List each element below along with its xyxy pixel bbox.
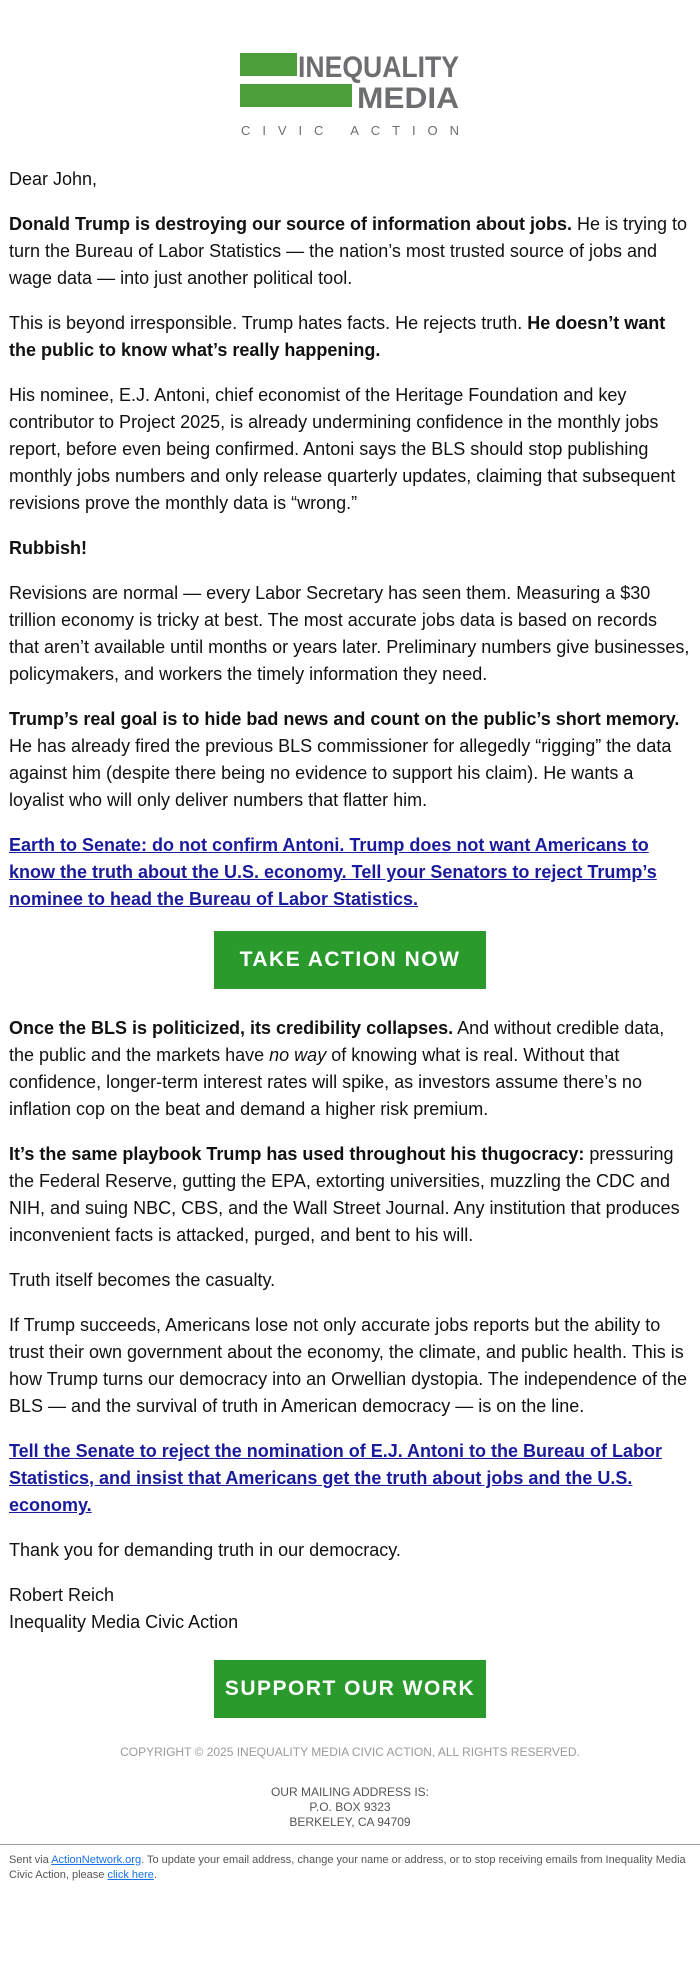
- paragraph-4: [9, 535, 691, 562]
- footer-address-line-1: P.O. BOX 9323: [309, 1800, 391, 1814]
- paragraph-10: If Trump succeeds, Americans lose not only accurate jobs reports but the ability to trust their own government about the economy, the climate, and public health. This is how Trump turns our democracy into an Orwellian dystopia. The independence of the BLS — and the survival of truth in American democracy — is on the line.: [9, 1315, 688, 1416]
- action-link-reject-nominee[interactable]: Earth to Senate: do not confirm Antoni. Trump does not want Americans to know the truth about the U.S. economy. Tell your Senators to reject Trump’s nominee to head the Bureau of Labor Statistics.: [9, 835, 657, 909]
- paragraph-6-bold: Trump’s real goal is to hide bad news and count on the public’s short memory.: [9, 709, 680, 729]
- footer-copyright: COPYRIGHT © 2025 INEQUALITY MEDIA CIVIC ACTION, ALL RIGHTS RESERVED.: [120, 1745, 580, 1759]
- inequality-media-logo: [240, 48, 460, 144]
- paragraph-8-bold: It’s the same playbook Trump has used throughout his thugocracy:: [9, 1144, 585, 1164]
- signature: [9, 1582, 691, 1636]
- support-our-work-button[interactable]: SUPPORT OUR WORK: [214, 1660, 486, 1718]
- cta-row-1: [9, 931, 691, 989]
- footer-address: [9, 1785, 691, 1830]
- actionnetwork-link[interactable]: ActionNetwork.org: [51, 1854, 142, 1866]
- paragraph-7-italic: no way: [269, 1045, 327, 1065]
- paragraph-3: His nominee, E.J. Antoni, chief economist of the Heritage Foundation and key contributor to Project 2025, is already undermining confidence in the monthly jobs report, before even being confirmed. Antoni says the BLS should stop publishing monthly jobs numbers and only release quarterly updates, claiming that subsequent revisions prove the monthly data is “wrong.”: [9, 385, 676, 513]
- logo-bar-bottom: [240, 84, 352, 107]
- action-link-paragraph-2: [9, 1438, 691, 1519]
- click-here-link[interactable]: click here: [107, 1869, 154, 1881]
- greeting: Dear John,: [9, 169, 98, 189]
- paragraph-1-bold: Donald Trump is destroying our source of information about jobs.: [9, 214, 573, 234]
- sent-via-notice: [0, 1845, 700, 1883]
- paragraph-7-text-a: And without credible data, the public and the markets have: [9, 1018, 665, 1065]
- paragraph-5: Revisions are normal — every Labor Secretary has seen them. Measuring a $30 trillion economy is tricky at best. The most accurate jobs data is based on records that aren’t available until months or years later. Preliminary numbers give businesses, policymakers, and workers the timely information they need.: [9, 583, 690, 684]
- footer-address-label: OUR MAILING ADDRESS IS:: [270, 1785, 430, 1799]
- paragraph-9: Truth itself becomes the casualty.: [9, 1270, 276, 1290]
- sent-via-suffix: .: [153, 1869, 157, 1881]
- paragraph-7-text-b: of knowing what is real. Without that confidence, longer-term interest rates will spike, as investors assume there’s no inflation cop on the beat and demand a higher risk premium.: [9, 1045, 642, 1119]
- paragraph-4-bold: Rubbish!: [9, 538, 87, 558]
- footer-address-line-2: BERKELEY, CA 94709: [289, 1815, 411, 1829]
- cta-row-2: [9, 1660, 691, 1718]
- signature-name: Robert Reich: [9, 1585, 115, 1605]
- logo-text-media: MEDIA: [357, 82, 459, 115]
- take-action-button[interactable]: TAKE ACTION NOW: [214, 931, 486, 989]
- sent-via-middle: . To update your email address, change your name or address, or to stop receiving emails from Inequality Media Civic Action, please: [9, 1854, 686, 1881]
- closing-thanks: Thank you for demanding truth in our democracy.: [9, 1540, 401, 1560]
- logo-text-civic-action: CIVIC ACTION: [241, 123, 459, 138]
- paragraph-1: [9, 211, 691, 292]
- sent-via-prefix: Sent via: [9, 1854, 52, 1866]
- paragraph-7: [9, 1015, 691, 1123]
- email-body: [0, 48, 700, 1830]
- paragraph-1-text: He is trying to turn the Bureau of Labor Statistics — the nation’s most trusted source of jobs and wage data — into just another political tool.: [9, 214, 688, 288]
- paragraph-2: [9, 310, 691, 364]
- paragraph-6-text: He has already fired the previous BLS commissioner for allegedly “rigging” the data against him (despite there being no evidence to support his claim). He wants a loyalist who will only deliver numbers that flatter him.: [9, 736, 672, 810]
- action-link-tell-senate[interactable]: Tell the Senate to reject the nomination of E.J. Antoni to the Bureau of Labor Statistics, and insist that Americans get the truth about jobs and the U.S. economy.: [9, 1441, 663, 1515]
- paragraph-6: [9, 706, 691, 814]
- logo-text-inequality: INEQUALITY: [298, 51, 459, 84]
- paragraph-2-text: This is beyond irresponsible. Trump hates facts. He rejects truth.: [9, 313, 528, 333]
- signature-org: Inequality Media Civic Action: [9, 1612, 239, 1632]
- logo-bar-top: [240, 53, 297, 76]
- paragraph-8-text: pressuring the Federal Reserve, gutting the EPA, extorting universities, muzzling the CDC and NIH, and suing NBC, CBS, and the Wall Street Journal. Any institution that produces inconvenient facts is attacked, purged, and bent to his will.: [9, 1144, 680, 1245]
- paragraph-2-bold: He doesn’t want the public to know what’s really happening.: [9, 313, 666, 360]
- paragraph-8: [9, 1141, 691, 1249]
- action-link-paragraph-1: [9, 832, 691, 913]
- paragraph-7-bold: Once the BLS is politicized, its credibility collapses.: [9, 1018, 454, 1038]
